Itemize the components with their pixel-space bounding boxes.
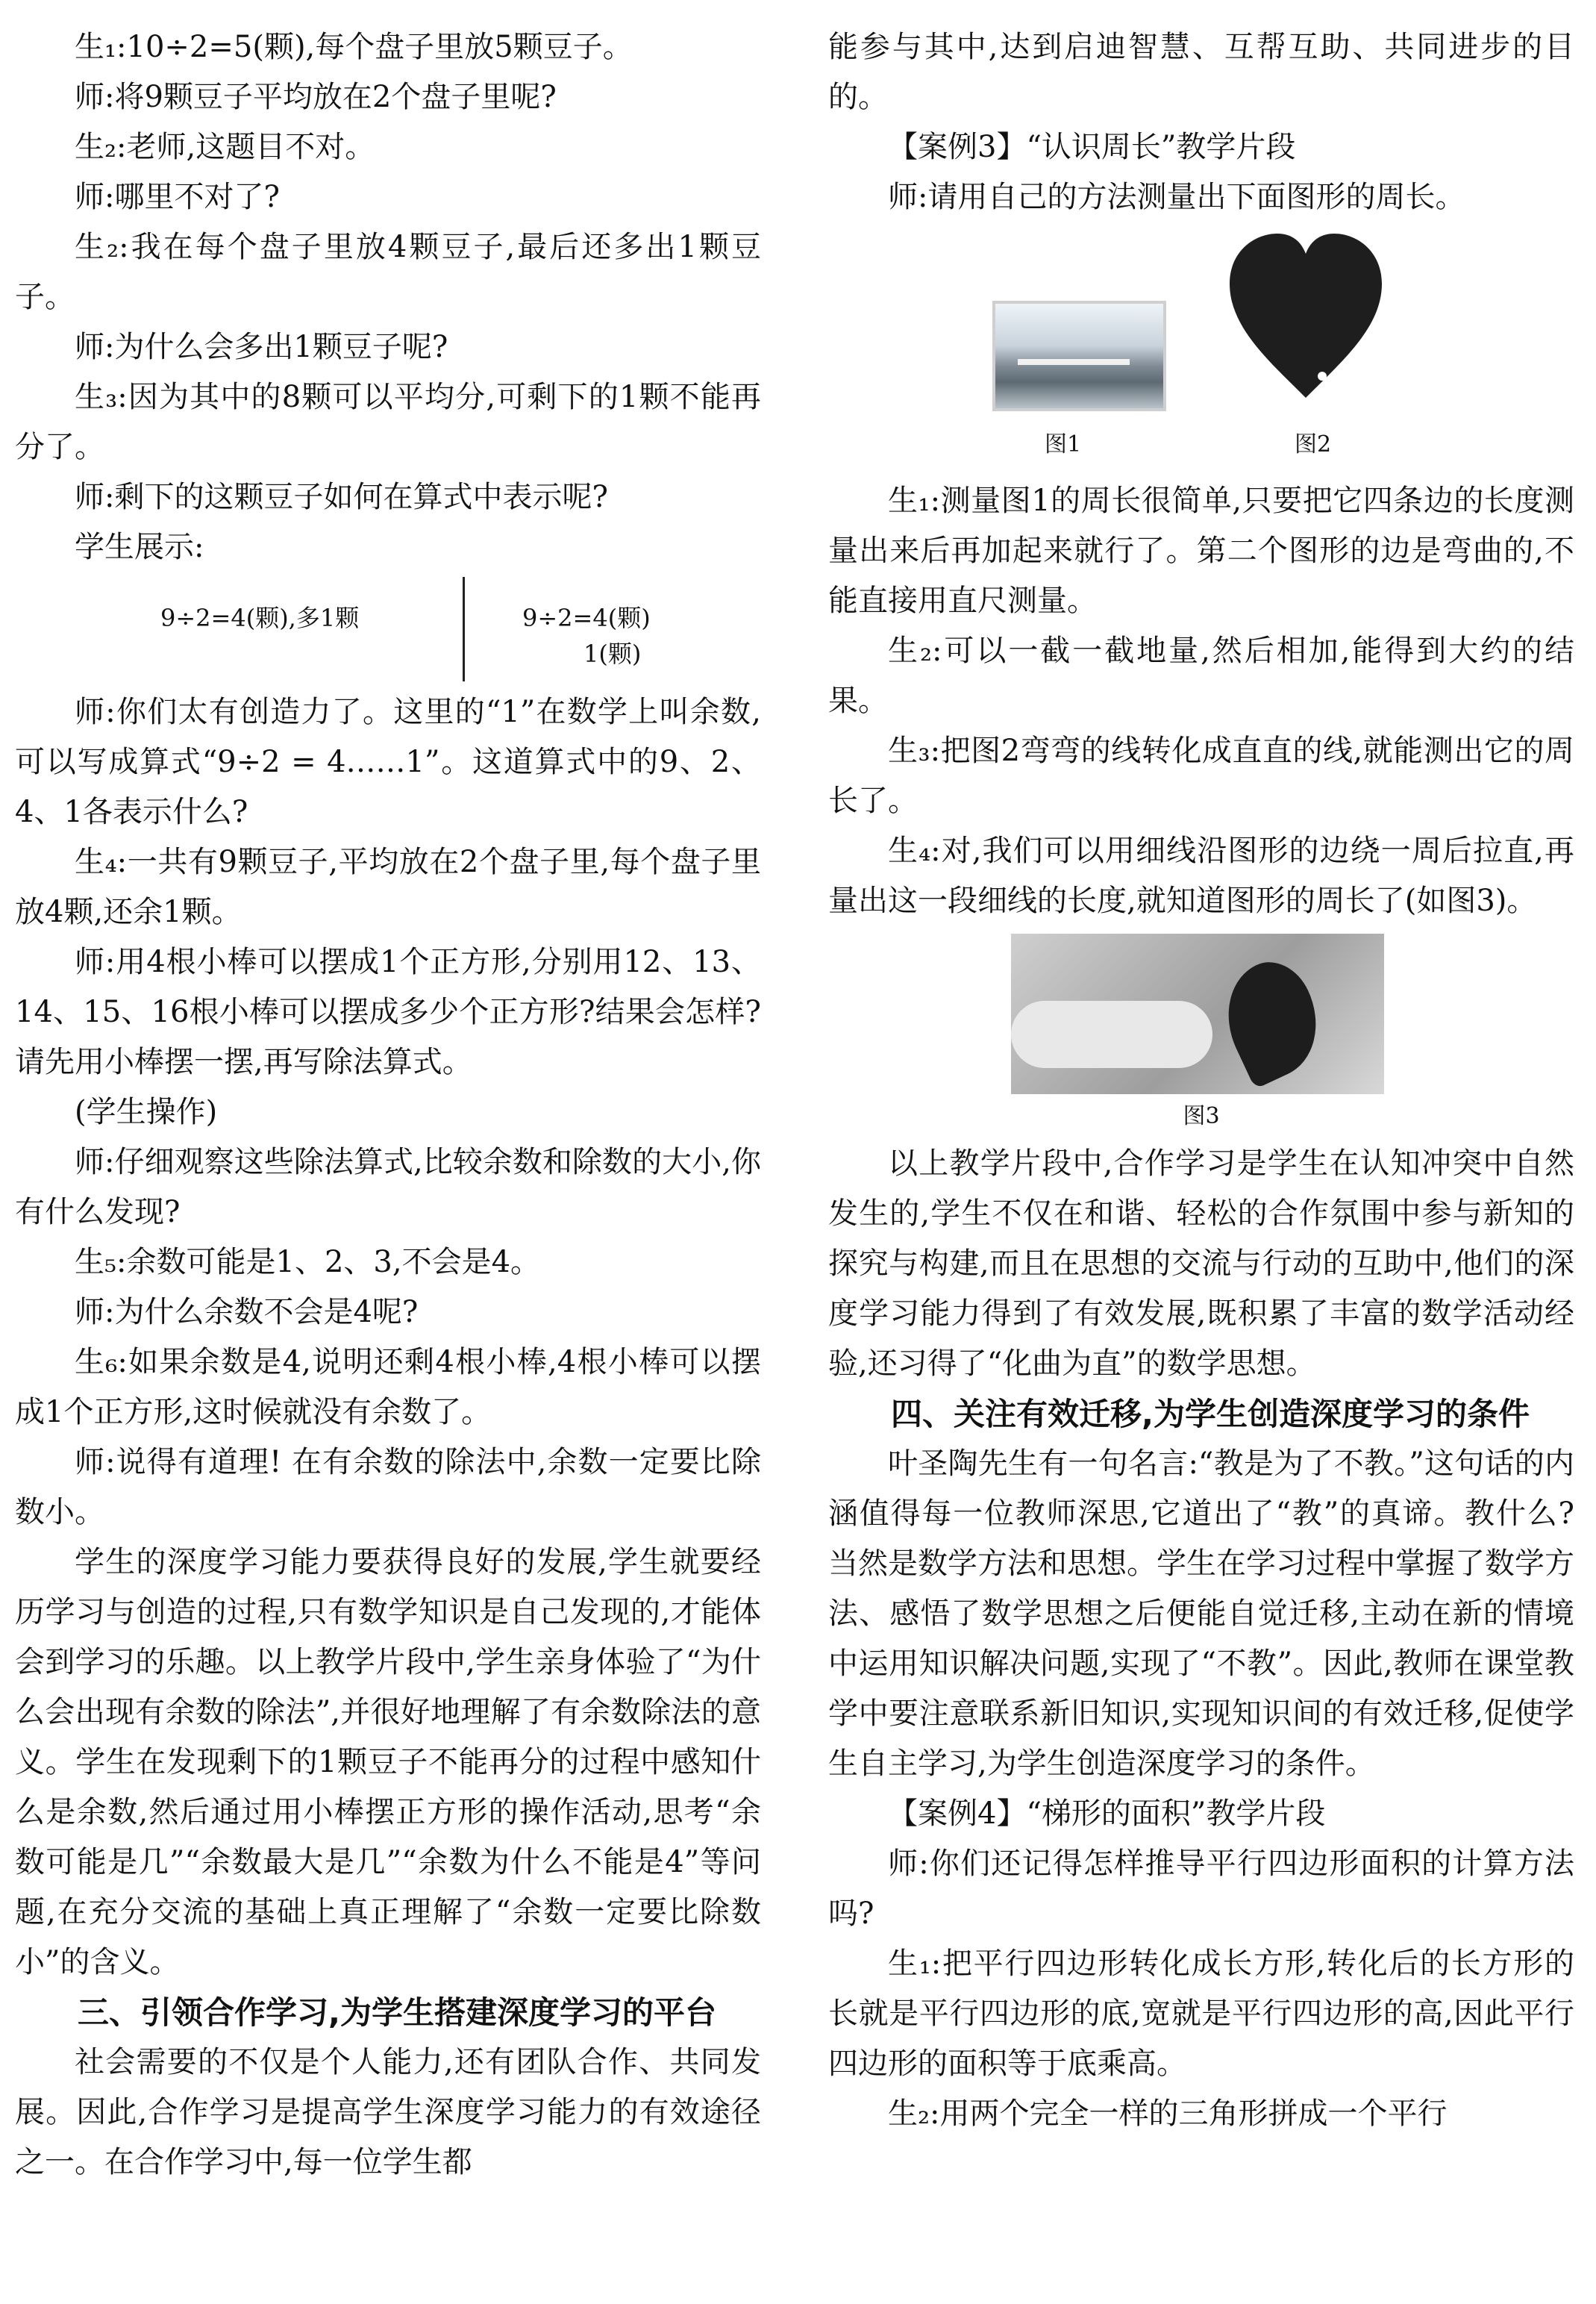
dialogue-line: 师:你们太有创造力了。这里的“1”在数学上叫余数,可以写成算式“9÷2 = 4……1”。这道算式中的9、2、4、1各表示什么? — [15, 695, 761, 829]
body-paragraph: 社会需要的不仅是个人能力,还有团队合作、共同发展。因此,合作学习是提高学生深度学习能力的有效途径之一。在合作学习中,每一位学生都 — [15, 2045, 761, 2179]
bridge-shape — [1018, 359, 1130, 365]
divider-line — [463, 577, 465, 681]
dialogue-line: 生₅:余数可能是1、2、3,不会是4。 — [75, 1245, 541, 1279]
dialogue-line: 学生展示: — [75, 530, 204, 564]
dialogue-line: 师:剩下的这颗豆子如何在算式中表示呢? — [75, 480, 608, 514]
dialogue-line: 师:为什么会多出1颗豆子呢? — [75, 330, 448, 364]
body-paragraph: 叶圣陶先生有一句名言:“教是为了不教。”这句话的内涵值得每一位教师深思,它道出了“教”的真谛。教什么? 当然是数学方法和思想。学生在学习过程中掌握了数学方法、感悟了数学思想之后便能自觉迁移,主动在新的情境中运用知识解决问题,实现了“不教”。因此,教师在课堂教学中要注意联系新旧知识,实现知识间的有效迁移,促使学生自主学习,为学生创造深度学习的条件。 — [828, 1446, 1574, 1781]
dialogue-line: 生₁:测量图1的周长很简单,只要把它四条边的长度测量出来后再加起来就行了。第二个图形的边是弯曲的,不能直接用直尺测量。 — [828, 484, 1574, 618]
dialogue-line: 生₂:我在每个盘子里放4颗豆子,最后还多出1颗豆子。 — [15, 230, 761, 314]
dialogue-line: 师:将9颗豆子平均放在2个盘子里呢? — [75, 80, 557, 114]
dialogue-line: 生₂:老师,这题目不对。 — [75, 130, 375, 164]
figure-2-caption: 图2 — [1295, 431, 1332, 458]
body-paragraph: 学生的深度学习能力要获得良好的发展,学生就要经历学习与创造的过程,只有数学知识是自己发现的,才能体会到学习的乐趣。以上教学片段中,学生亲身体验了“为什么会出现有余数的除法”,并很好地理解了有余数除法的意义。学生在发现剩下的1颗豆子不能再分的过程中感知什么是余数,然后通过用小棒摆正方形的操作活动,思考“余数可能是几”“余数最大是几”“余数为什么不能是4”等问题,在充分交流的基础上真正理解了“余数一定要比除数小”的含义。 — [15, 1545, 761, 1979]
dialogue-line: 师:为什么余数不会是4呢? — [75, 1295, 419, 1329]
dialogue-line: 生₄:对,我们可以用细线沿图形的边绕一周后拉直,再量出这一段细线的长度,就知道图形的周长了(如图3)。 — [828, 834, 1574, 918]
left-column — [15, 22, 761, 2188]
equation-b-line1: 9÷2=4(颗) — [522, 604, 651, 632]
hand-shape — [1011, 1001, 1212, 1068]
dialogue-line: 生₁:把平行四边形转化成长方形,转化后的长方形的长就是平行四边形的底,宽就是平行四边形的高,因此平行四边形的面积等于底乘高。 — [828, 1946, 1574, 2081]
body-paragraph: 能参与其中,达到启迪智慧、互帮互助、共同进步的目的。 — [828, 30, 1574, 114]
equation-a: 9÷2=4(颗),多1颗 — [160, 604, 360, 632]
dialogue-line: 师:用4根小棒可以摆成1个正方形,分别用12、13、14、15、16根小棒可以摆成多少个正方形?结果会怎样? 请先用小棒摆一摆,再写除法算式。 — [15, 945, 761, 1079]
dialogue-line: 生₄:一共有9颗豆子,平均放在2个盘子里,每个盘子里放4颗,还余1颗。 — [15, 845, 761, 929]
dialogue-line: 师:说得有道理! 在有余数的除法中,余数一定要比除数小。 — [15, 1445, 761, 1529]
right-column — [828, 22, 1574, 2139]
student-display-equations — [15, 577, 761, 683]
figures-1-2 — [828, 230, 1574, 476]
section-heading: 三、引领合作学习,为学生搭建深度学习的平台 — [78, 1994, 716, 2031]
dialogue-line: 师:请用自己的方法测量出下面图形的周长。 — [888, 180, 1465, 214]
dialogue-line: 生₂:可以一截一截地量,然后相加,能得到大约的结果。 — [828, 634, 1574, 718]
body-paragraph: 以上教学片段中,合作学习是学生在认知冲突中自然发生的,学生不仅在和谐、轻松的合作氛围中参与新知的探究与构建,而且在思想的交流与行动的互助中,他们的深度学习能力得到了有效发展,既积累了丰富的数学活动经验,还习得了“化曲为直”的数学思想。 — [828, 1146, 1574, 1381]
case-title: 【案例4】“梯形的面积”教学片段 — [888, 1796, 1326, 1831]
dialogue-line: 师:仔细观察这些除法算式,比较余数和除数的大小,你有什么发现? — [15, 1145, 761, 1229]
figure-3-caption: 图3 — [1183, 1103, 1220, 1129]
figure-3-photo — [1011, 934, 1384, 1094]
figure-1-caption: 图1 — [1045, 431, 1082, 458]
figure-1-photo — [992, 301, 1166, 411]
dialogue-line: 师:哪里不对了? — [75, 180, 280, 214]
equation-b-line2: 1(颗) — [583, 640, 642, 668]
dialogue-line: 生₃:因为其中的8颗可以平均分,可剩下的1颗不能再分了。 — [15, 380, 761, 464]
dialogue-line: 师:你们还记得怎样推导平行四边形面积的计算方法吗? — [828, 1846, 1574, 1931]
case-title: 【案例3】“认识周长”教学片段 — [888, 130, 1296, 164]
figure-2-heart — [1224, 230, 1388, 409]
dialogue-line: 生₃:把图2弯弯的线转化成直直的线,就能测出它的周长了。 — [828, 734, 1574, 818]
dialogue-line: 生₂:用两个完全一样的三角形拼成一个平行 — [888, 2097, 1448, 2131]
dialogue-line: 生₁:10÷2=5(颗),每个盘子里放5颗豆子。 — [75, 30, 633, 64]
section-heading: 四、关注有效迁移,为学生创造深度学习的条件 — [891, 1396, 1530, 1432]
dialogue-line: 生₆:如果余数是4,说明还剩4根小棒,4根小棒可以摆成1个正方形,这时候就没有余数了。 — [15, 1345, 761, 1429]
heart-shape — [1208, 950, 1336, 1090]
dialogue-line: (学生操作) — [75, 1095, 218, 1129]
